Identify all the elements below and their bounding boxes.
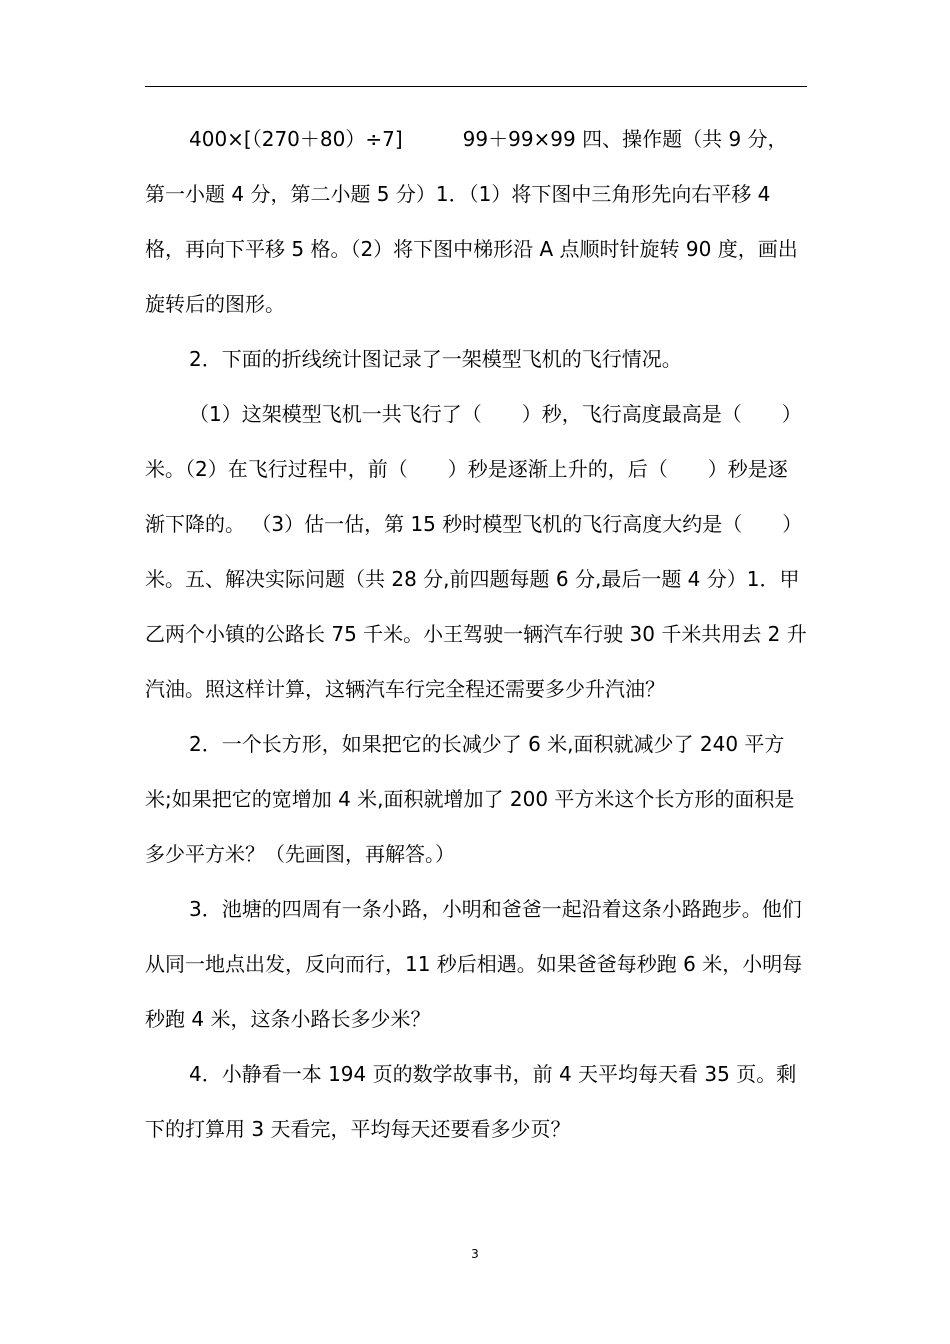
paragraph-storybook-problem: 4．小静看一本 194 页的数学故事书，前 4 天平均每天看 35 页。剩下的打算用 3 天看完，平均每天还要看多少页？ <box>145 1062 797 1141</box>
paragraph-rectangle-problem: 2．一个长方形，如果把它的长减少了 6 米,面积就减少了 240 平方米;如果把它的宽增加 4 米,面积就增加了 200 平方米这个长方形的面积是多少平方米？（先画图，再解答。） <box>145 732 795 866</box>
header-rule <box>145 86 807 87</box>
document-body <box>145 112 807 1157</box>
paragraph-flight-questions: （1）这架模型飞机一共飞行了（ ）秒，飞行高度最高是（ ）米。（2）在飞行过程中，前（ ）秒是逐渐上升的，后（ ）秒是逐渐下降的。 （3）估一估，第 15 秒时模型飞机的飞行高度大约是（ ）米。五、解决实际问题（共 28 分,前四题每题 6 分,最后一题 4 分）1．甲乙两个小镇的公路长 75 千米。小王驾驶一辆汽车行驶 30 千米共用去 2 升汽油。照这样计算，这辆汽车行完全程还需要多少升汽油？ <box>145 402 807 701</box>
paragraph-operation-questions: 400×[（270＋80）÷7] 99＋99×99 四、操作题（共 9 分，第一小题 4 分，第二小题 5 分）1．（1）将下图中三角形先向右平移 4 格，再向下平移 5 格。（2）将下图中梯形沿 A 点顺时针旋转 90 度，画出旋转后的图形。 <box>145 127 798 316</box>
paragraph-line-chart-intro: 2．下面的折线统计图记录了一架模型飞机的飞行情况。 <box>189 347 682 371</box>
page-number: 3 <box>471 1247 479 1261</box>
paragraph-pond-path-problem: 3．池塘的四周有一条小路，小明和爸爸一起沿着这条小路跑步。他们从同一地点出发，反向而行，11 秒后相遇。如果爸爸每秒跑 6 米，小明每秒跑 4 米，这条小路长多少米？ <box>145 897 803 1031</box>
